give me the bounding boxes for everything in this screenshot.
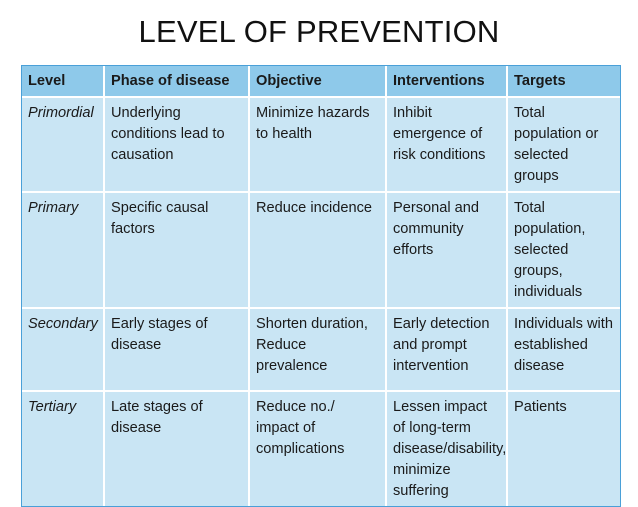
header-interventions: Interventions [386, 66, 507, 97]
cell-interventions: Early detection and prompt intervention [386, 308, 507, 391]
cell-interventions: Inhibit emergence of risk conditions [386, 97, 507, 192]
cell-level: Primordial [22, 97, 104, 192]
cell-phase: Underlying conditions lead to causation [104, 97, 249, 192]
prevention-table [22, 66, 620, 506]
cell-targets: Patients [507, 391, 620, 506]
cell-level: Primary [22, 192, 104, 308]
cell-phase: Early stages of disease [104, 308, 249, 391]
cell-interventions: Personal and community efforts [386, 192, 507, 308]
cell-phase: Late stages of disease [104, 391, 249, 506]
cell-interventions: Lessen impact of long-term disease/disability, minimize suffering [386, 391, 507, 506]
cell-targets: Total population or selected groups [507, 97, 620, 192]
prevention-table-container [21, 65, 621, 507]
cell-objective: Shorten duration, Reduce prevalence [249, 308, 386, 391]
cell-level: Secondary [22, 308, 104, 391]
header-phase-of-disease: Phase of disease [104, 66, 249, 97]
slide-title: LEVEL OF PREVENTION [138, 14, 500, 49]
header-level: Level [22, 66, 104, 97]
cell-level: Tertiary [22, 391, 104, 506]
cell-objective: Reduce no./ impact of complications [249, 391, 386, 506]
table-row-tertiary [22, 391, 620, 506]
cell-objective: Minimize hazards to health [249, 97, 386, 192]
cell-objective: Reduce incidence [249, 192, 386, 308]
table-row-secondary [22, 308, 620, 391]
table-row-primary [22, 192, 620, 308]
header-objective: Objective [249, 66, 386, 97]
cell-phase: Specific causal factors [104, 192, 249, 308]
header-targets: Targets [507, 66, 620, 97]
header-row [22, 66, 620, 97]
table-row-primordial [22, 97, 620, 192]
cell-targets: Total population, selected groups, individuals [507, 192, 620, 308]
cell-targets: Individuals with established disease [507, 308, 620, 391]
